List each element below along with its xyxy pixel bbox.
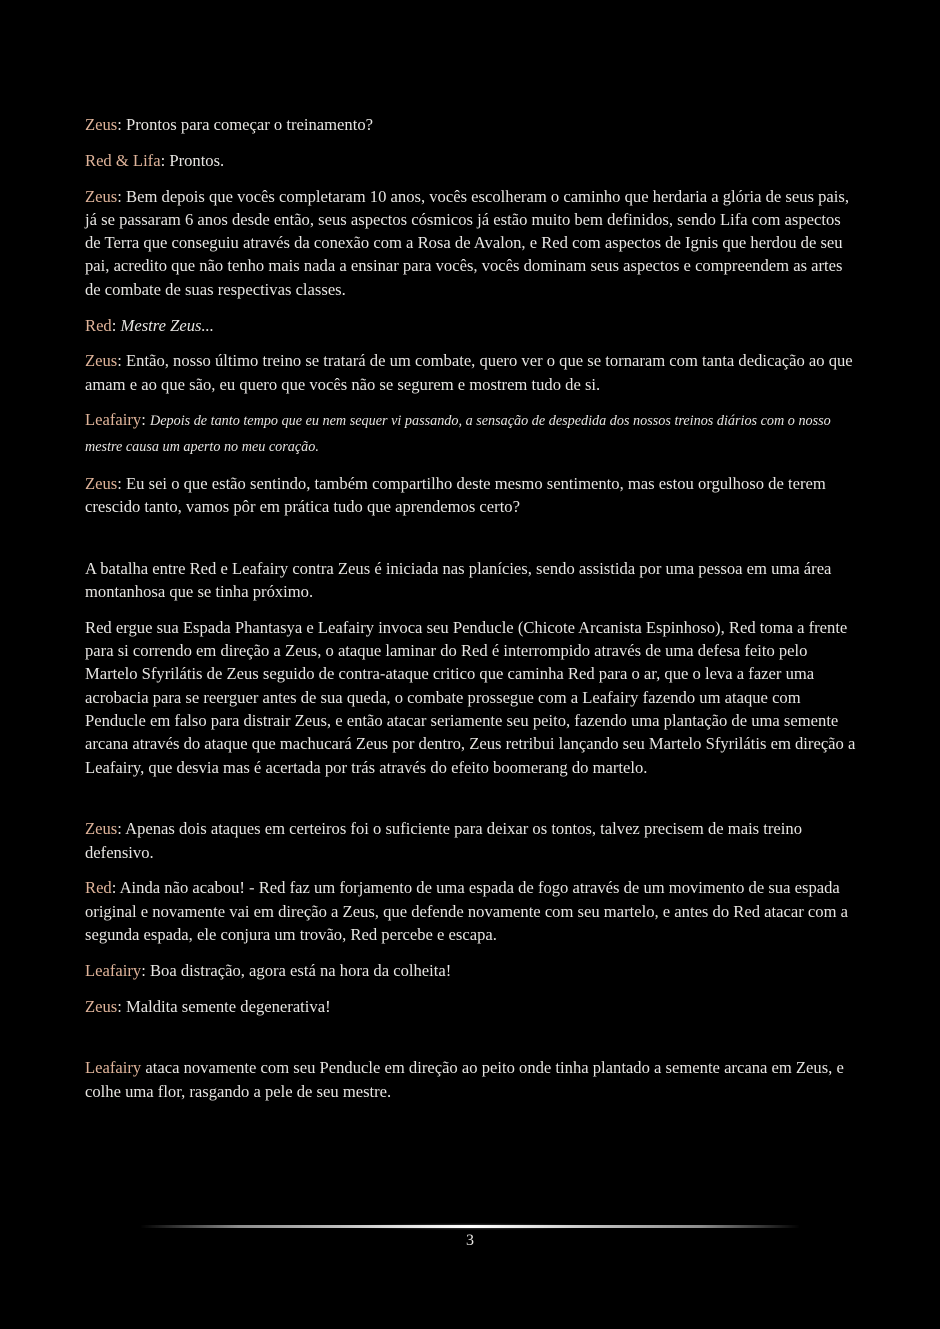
separator: :	[117, 186, 127, 206]
dialogue-line	[85, 817, 860, 864]
separator: :	[117, 473, 127, 493]
narration-paragraph	[85, 1056, 860, 1103]
speaker-name: Red	[85, 315, 112, 335]
speaker-name: Red & Lifa	[85, 150, 161, 170]
page-content	[85, 113, 860, 1116]
speaker-name: Zeus	[85, 186, 118, 206]
dialogue-text: Apenas dois ataques em certeiros foi o suficiente para deixar os tontos, talvez precisem de mais treino defensivo.	[85, 819, 802, 862]
section-gap	[85, 531, 860, 557]
speaker-name: Zeus	[85, 351, 118, 371]
speaker-name: Leafairy	[85, 960, 142, 980]
page-number: 3	[466, 1232, 474, 1249]
dialogue-text: Depois de tanto tempo que eu nem sequer vi passando, a sensação de despedida dos nossos treinos diários com o nosso mestre causa um aperto no meu coração.	[85, 413, 831, 455]
footer-divider	[140, 1225, 800, 1228]
dialogue-line	[85, 314, 860, 337]
dialogue-text: Mestre Zeus...	[120, 315, 214, 335]
dialogue-line	[85, 113, 860, 136]
separator: :	[117, 351, 127, 371]
dialogue-line	[85, 149, 860, 172]
dialogue-text: Ainda não acabou! - Red faz um forjamento de uma espada de fogo através de um movimento de sua espada original e novamente vai em direção a Zeus, que defende novamente com seu martelo, e antes do Red atacar com a segunda espada, ele conjura um trovão, Red percebe e escapa.	[85, 878, 848, 945]
speaker-name: Red	[85, 878, 112, 898]
speaker-name: Zeus	[85, 819, 118, 839]
dialogue-text: Maldita semente degenerativa!	[126, 996, 331, 1016]
dialogue-line	[85, 408, 860, 459]
dialogue-line	[85, 349, 860, 396]
dialogue-line	[85, 959, 860, 982]
narration-paragraph: A batalha entre Red e Leafairy contra Zeus é iniciada nas planícies, sendo assistida por uma pessoa em uma área montanhosa que se tinha próximo.	[85, 558, 832, 601]
dialogue-text: Prontos para começar o treinamento?	[126, 115, 373, 134]
character-name: Leafairy	[85, 1058, 142, 1078]
section-gap	[85, 791, 860, 817]
dialogue-text: Eu sei o que estão sentindo, também compartilho deste mesmo sentimento, mas estou orgulhoso de terem crescido tanto, vamos pôr em prática tudo que aprendemos certo?	[85, 473, 826, 516]
dialogue-line	[85, 995, 860, 1018]
section-gap	[85, 1030, 860, 1056]
dialogue-line	[85, 185, 860, 301]
speaker-name: Zeus	[85, 115, 118, 134]
narration-text: ataca novamente com seu Penducle em direção ao peito onde tinha plantado a semente arcana em Zeus, e colhe uma flor, rasgando a pele de seu mestre.	[85, 1058, 844, 1101]
dialogue-text: Bem depois que vocês completaram 10 anos, vocês escolheram o caminho que herdaria a glória de seus pais, já se passaram 6 anos desde então, seus aspectos cósmicos já estão muito bem definidos, sendo Lifa com aspectos de Terra que conseguiu através da conexão com a Rosa de Avalon, e Red com aspectos de Ignis que herdou de seu pai, acredito que não tenho mais nada a ensinar para vocês, vocês dominam seus aspectos e compreendem as artes de combate de suas respectivas classes.	[85, 186, 850, 299]
separator: :	[111, 878, 120, 898]
dialogue-line	[85, 472, 860, 519]
separator: :	[111, 315, 121, 335]
separator: :	[117, 996, 127, 1016]
dialogue-text: Boa distração, agora está na hora da colheita!	[149, 960, 452, 980]
speaker-name: Zeus	[85, 996, 118, 1016]
dialogue-text: Então, nosso último treino se tratará de um combate, quero ver o que se tornaram com tanta dedicação ao que amam e ao que são, eu quero que vocês não se segurem e mostrem tudo de si.	[85, 351, 853, 394]
speaker-name: Leafairy	[85, 410, 142, 430]
narration-paragraph: Red ergue sua Espada Phantasya e Leafairy invoca seu Penducle (Chicote Arcanista Espinhoso), Red toma a frente para si correndo em direção a Zeus, o ataque laminar do Red é interrompido através de uma defesa feito pelo Martelo Sfyrilátis de Zeus seguido de contra-ataque critico que caminha Red para o ar, que o leva a fazer uma acrobacia para se reerguer antes de sua queda, o combate prossegue com a Leafairy fazendo um ataque com Penducle em falso para distrair Zeus, e então atacar seriamente seu peito, fazendo uma plantação de uma semente arcana através do ataque que machucará Zeus por dentro, Zeus retribui lançando seu Martelo Sfyrilátis em direção a Leafairy, que desvia mas é acertada por trás através do efeito boomerang do martelo.	[85, 617, 856, 777]
separator: :	[117, 819, 126, 839]
dialogue-text: Prontos.	[169, 150, 225, 170]
separator: :	[160, 150, 170, 170]
separator: :	[141, 410, 150, 430]
dialogue-line	[85, 876, 860, 946]
separator: :	[117, 115, 127, 134]
separator: :	[141, 960, 150, 980]
speaker-name: Zeus	[85, 473, 118, 493]
